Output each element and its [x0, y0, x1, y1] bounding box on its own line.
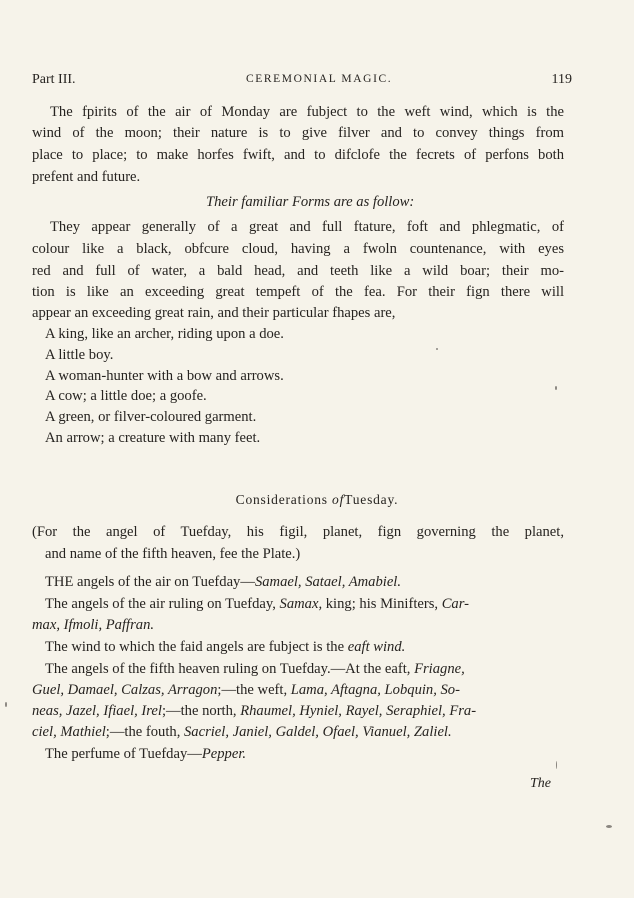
ruling-air-line2: max, Ifmoli, Paffran.	[32, 617, 155, 633]
paper-speck	[606, 825, 612, 828]
ruling-air-text: The angels of the air ruling on Tuefday,	[45, 596, 280, 612]
fifth-heaven-names: Rhaumel, Hyniel, Rayel, Seraphiel, Fra-	[240, 703, 477, 719]
section-title-day: Tuesday.	[344, 492, 399, 507]
plate-note-line: and name of the fifth heaven, fee the Plate.)	[45, 546, 301, 562]
shape-item: A king, like an archer, riding upon a doe.	[45, 326, 284, 342]
para2-line: red and full of water, a bald head, and teeth like a wild boar; their mo-	[32, 263, 564, 279]
familiar-forms-heading: Their familiar Forms are as follow:	[206, 194, 415, 210]
fifth-heaven-text: ;—the fouth,	[105, 724, 184, 740]
para1-line: The fpirits of the air of Monday are fubject to the weft wind, which is the	[50, 104, 564, 120]
fifth-heaven-text: ;—the north,	[161, 703, 241, 719]
catchword: The	[530, 776, 551, 791]
page-header	[32, 72, 572, 94]
perfume-line	[45, 744, 246, 764]
fifth-heaven-line	[32, 701, 564, 721]
fifth-heaven-names: neas, Jazel, Ifiael, Irel	[32, 703, 162, 719]
ruling-air-king: Samax,	[279, 596, 323, 612]
shape-item: A woman-hunter with a bow and arrows.	[45, 368, 284, 384]
paper-speck	[555, 386, 557, 390]
para1-line: wind of the moon; their nature is to give filver and to convey things from	[32, 125, 564, 141]
running-title: CEREMONIAL MAGIC.	[246, 73, 393, 85]
wind-line	[45, 637, 405, 657]
fifth-heaven-names: ciel, Mathiel	[32, 724, 106, 740]
fifth-heaven-line	[32, 722, 564, 742]
plate-note-line: (For the angel of Tuefday, his figil, planet, fign governing the planet,	[32, 524, 564, 540]
paper-speck	[5, 702, 7, 707]
section-title-prefix: Considerations	[235, 492, 328, 507]
shape-item: An arrow; a creature with many feet.	[45, 430, 261, 446]
fifth-heaven-text: The angels of the fifth heaven ruling on Tuefday.—At the eaft,	[45, 661, 415, 677]
para1-line: place to place; to make horfes fwift, and to difclofe the fecrets of perfons both	[32, 147, 564, 163]
shape-item: A green, or filver-coloured garment.	[45, 409, 257, 425]
fifth-heaven-name: Friagne,	[414, 661, 465, 677]
perfume-text: The perfume of Tuefday—	[45, 746, 202, 762]
ruling-air-car: Car-	[441, 596, 469, 612]
perfume-value: Pepper.	[201, 746, 247, 762]
angels-air-line	[45, 572, 401, 592]
para1-line: prefent and future.	[32, 169, 141, 185]
para2-line: tion is like an exceeding great tempeft of the fea. For their fign there will	[32, 284, 564, 300]
shape-item: A cow; a little doe; a goofe.	[45, 388, 207, 404]
fifth-heaven-names: Guel, Damael, Calzas, Arragon	[32, 682, 218, 698]
part-label: Part III.	[32, 72, 76, 87]
fifth-heaven-names: Sacriel, Janiel, Galdel, Ofael, Vianuel, Zaliel.	[184, 724, 452, 740]
para2-line: colour like a black, obfcure cloud, having a fwoln countenance, with eyes	[32, 241, 564, 257]
angels-air-text: THE angels of the air on Tuefday—	[45, 574, 255, 590]
ruling-air-line	[45, 594, 564, 614]
wind-value: eaft wind.	[347, 639, 406, 655]
paper-speck	[436, 348, 438, 350]
section-title	[0, 490, 634, 510]
shape-item: A little boy.	[45, 347, 114, 363]
wind-text: The wind to which the faid angels are fubject is the	[45, 639, 348, 655]
paper-speck	[556, 761, 557, 769]
ruling-air-rest: king; his Minifters,	[322, 596, 442, 612]
angels-air-names: Samael, Satael, Amabiel.	[254, 574, 402, 590]
fifth-heaven-line	[45, 659, 564, 679]
section-title-of: of	[332, 492, 345, 507]
para2-line: appear an exceeding great rain, and their particular fhapes are,	[32, 305, 396, 321]
fifth-heaven-text: ;—the weft,	[217, 682, 291, 698]
fifth-heaven-names: Lama, Aftagna, Lobquin, So-	[290, 682, 460, 698]
fifth-heaven-line	[32, 680, 564, 700]
para2-line: They appear generally of a great and full ftature, foft and phlegmatic, of	[50, 219, 564, 235]
page-number: 119	[551, 72, 572, 87]
